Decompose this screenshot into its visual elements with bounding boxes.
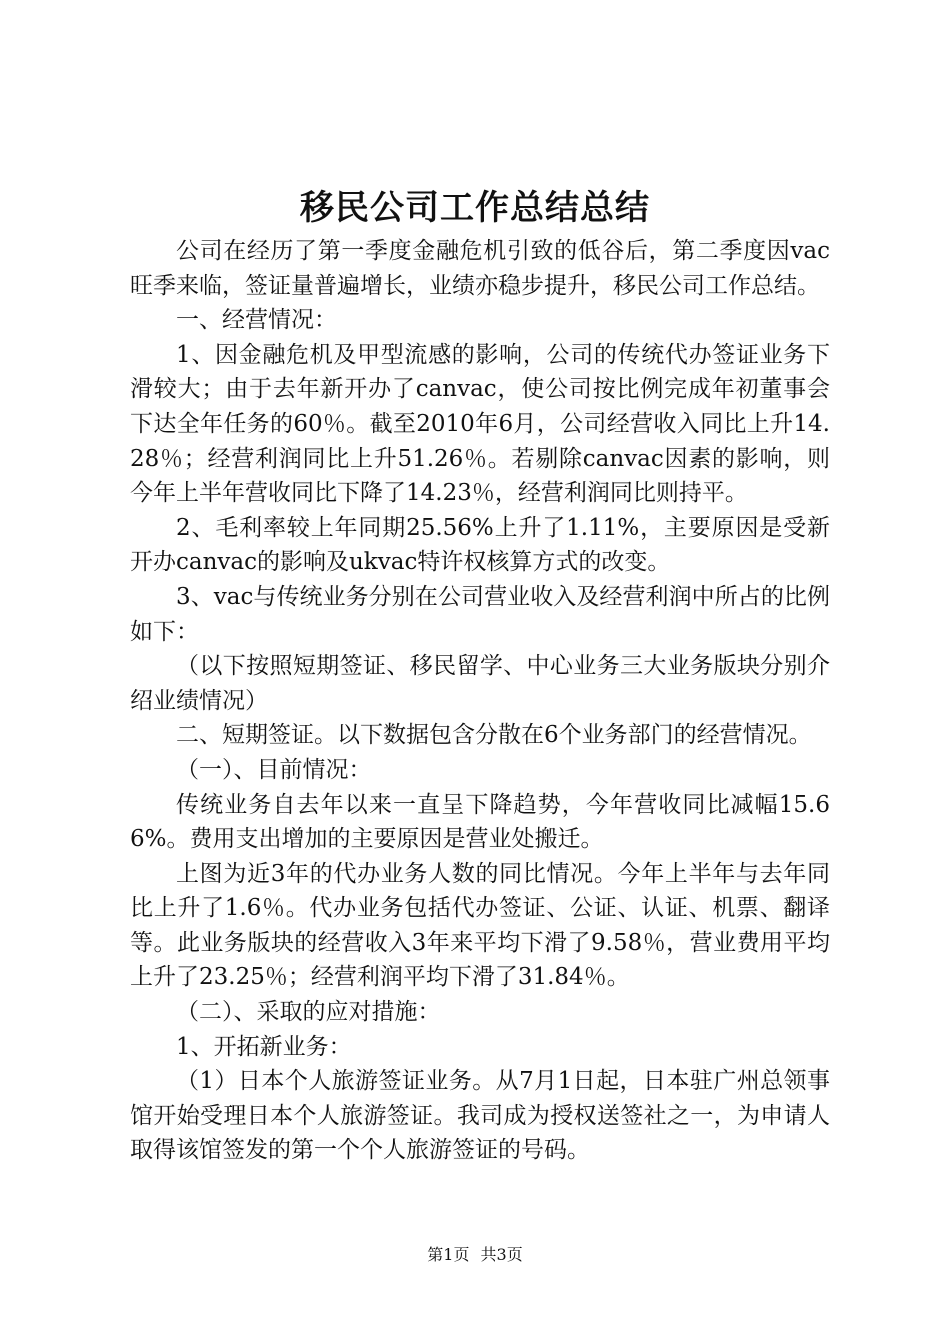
paragraph-operations-2: 2、毛利率较上年同期25.56%上升了1.11%，主要原因是受新开办canvac的影响及ukvac特许权核算方式的改变。 (130, 514, 830, 576)
page-number: 第1页 (427, 1245, 470, 1264)
paragraph-traditional-business: 传统业务自去年以来一直呈下降趋势，今年营收同比减幅15.66%。费用支出增加的主要原因是营业处搬迁。 (130, 791, 830, 853)
paragraph-intro: 公司在经历了第一季度金融危机引致的低谷后，第二季度因vac旺季来临，签证量普遍增长，业绩亦稳步提升，移民公司工作总结。 (130, 238, 830, 299)
heading-new-business: 1、开拓新业务： (176, 1033, 352, 1060)
page-total: 共3页 (480, 1245, 523, 1264)
paragraph-japan-visa: （1）日本个人旅游签证业务。从7月1日起，日本驻广州总领事馆开始受理日本个人旅游签证。我司成为授权送签社之一，为申请人取得该馆签发的第一个个人旅游签证的号码。 (130, 1068, 830, 1164)
paragraph-operations-1: 1、因金融危机及甲型流感的影响，公司的传统代办签证业务下滑较大；由于去年新开办了canvac，使公司按比例完成年初董事会下达全年任务的60％。截至2010年6月，公司经营收入同比上升14.28％；经营利润同比上升51.26％。若剔除canvac因素的影响，则今年上半年营收同比下降了14.23％，经营利润同比则持平。 (130, 341, 830, 507)
paragraph-note: （以下按照短期签证、移民留学、中心业务三大业务版块分别介绍业绩情况） (130, 653, 830, 714)
document-body (130, 234, 830, 1168)
document-title: 移民公司工作总结总结 (300, 188, 650, 228)
heading-current-situation: （一）、目前情况： (176, 756, 372, 783)
heading-operations: 一、经营情况： (176, 307, 337, 334)
page-footer (0, 1244, 950, 1266)
heading-measures: （二）、采取的应对措施： (176, 999, 441, 1026)
paragraph-operations-3: 3、vac与传统业务分别在公司营业收入及经营利润中所占的比例如下： (130, 583, 830, 645)
heading-short-term-visa: 二、短期签证。以下数据包含分散在6个业务部门的经营情况。 (176, 722, 812, 749)
paragraph-agency-business: 上图为近3年的代办业务人数的同比情况。今年上半年与去年同比上升了1.6％。代办业务包括代办签证、公证、认证、机票、翻译等。此业务版块的经营收入3年来平均下滑了9.58％，营业费用平均上升了23.25％；经营利润平均下滑了31.84％。 (130, 860, 830, 991)
